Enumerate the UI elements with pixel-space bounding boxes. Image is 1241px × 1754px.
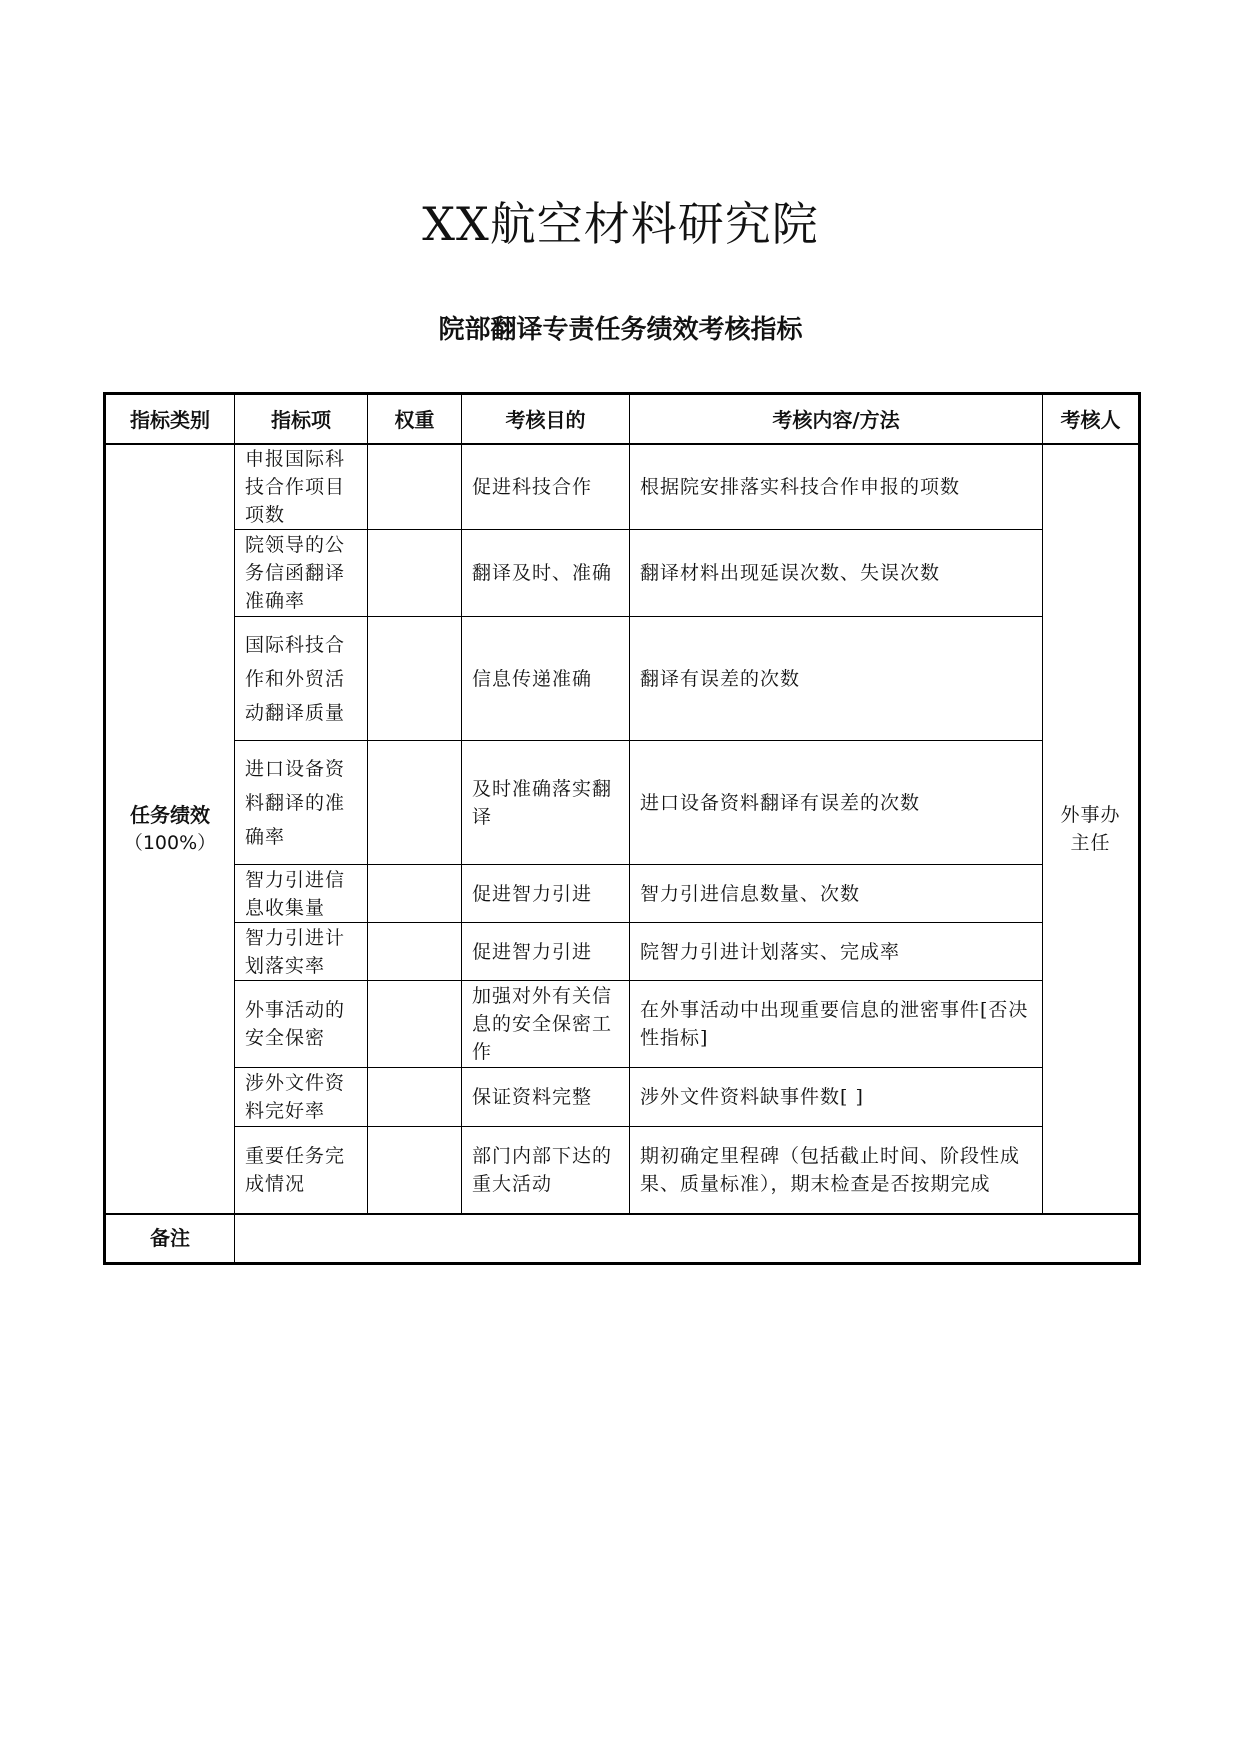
purpose-cell: 促进科技合作 xyxy=(462,444,630,530)
table-row xyxy=(105,981,1140,1068)
item-cell: 院领导的公务信函翻译准确率 xyxy=(235,530,368,617)
purpose-cell: 信息传递准确 xyxy=(462,617,630,741)
notes-row xyxy=(105,1214,1140,1264)
kpi-table xyxy=(103,392,1141,1265)
category-weight: （100%） xyxy=(123,831,217,854)
table-row xyxy=(105,865,1140,923)
item-cell: 外事活动的安全保密 xyxy=(235,981,368,1068)
table-row xyxy=(105,617,1140,741)
item-cell: 国际科技合作和外贸活动翻译质量 xyxy=(235,617,368,741)
header-item: 指标项 xyxy=(235,394,368,444)
method-cell: 根据院安排落实科技合作申报的项数 xyxy=(630,444,1043,530)
table-row xyxy=(105,530,1140,617)
weight-cell xyxy=(368,444,462,530)
category-label: 任务绩效 xyxy=(130,802,210,827)
purpose-cell: 保证资料完整 xyxy=(462,1068,630,1127)
table-row xyxy=(105,923,1140,981)
header-category: 指标类别 xyxy=(105,394,235,444)
header-method: 考核内容/方法 xyxy=(630,394,1043,444)
header-evaluator: 考核人 xyxy=(1043,394,1140,444)
method-cell: 进口设备资料翻译有误差的次数 xyxy=(630,741,1043,865)
notes-label: 备注 xyxy=(105,1214,235,1264)
purpose-cell: 翻译及时、准确 xyxy=(462,530,630,617)
evaluator-cell: 外事办主任 xyxy=(1043,444,1140,1214)
weight-cell xyxy=(368,741,462,865)
method-cell: 翻译材料出现延误次数、失误次数 xyxy=(630,530,1043,617)
table-row xyxy=(105,741,1140,865)
header-purpose: 考核目的 xyxy=(462,394,630,444)
weight-cell xyxy=(368,617,462,741)
method-cell: 涉外文件资料缺事件数[ ] xyxy=(630,1068,1043,1127)
purpose-cell: 促进智力引进 xyxy=(462,865,630,923)
notes-value xyxy=(235,1214,1140,1264)
item-cell: 申报国际科技合作项目项数 xyxy=(235,444,368,530)
document-subtitle: 院部翻译专责任务绩效考核指标 xyxy=(438,315,803,345)
item-cell: 智力引进信息收集量 xyxy=(235,865,368,923)
weight-cell xyxy=(368,923,462,981)
weight-cell xyxy=(368,530,462,617)
category-cell xyxy=(105,444,235,1214)
weight-cell xyxy=(368,981,462,1068)
method-cell: 智力引进信息数量、次数 xyxy=(630,865,1043,923)
method-cell: 翻译有误差的次数 xyxy=(630,617,1043,741)
item-cell: 进口设备资料翻译的准确率 xyxy=(235,741,368,865)
item-cell: 涉外文件资料完好率 xyxy=(235,1068,368,1127)
purpose-cell: 部门内部下达的重大活动 xyxy=(462,1127,630,1214)
table-row xyxy=(105,1068,1140,1127)
method-cell: 在外事活动中出现重要信息的泄密事件[否决性指标] xyxy=(630,981,1043,1068)
purpose-cell: 加强对外有关信息的安全保密工作 xyxy=(462,981,630,1068)
table-header-row xyxy=(105,394,1140,444)
weight-cell xyxy=(368,1127,462,1214)
table-row xyxy=(105,444,1140,530)
method-cell: 期初确定里程碑（包括截止时间、阶段性成果、质量标准），期末检查是否按期完成 xyxy=(630,1127,1043,1214)
purpose-cell: 促进智力引进 xyxy=(462,923,630,981)
item-cell: 重要任务完成情况 xyxy=(235,1127,368,1214)
weight-cell xyxy=(368,1068,462,1127)
weight-cell xyxy=(368,865,462,923)
purpose-cell: 及时准确落实翻译 xyxy=(462,741,630,865)
document-title: XX航空材料研究院 xyxy=(422,197,819,251)
table-row xyxy=(105,1127,1140,1214)
item-cell: 智力引进计划落实率 xyxy=(235,923,368,981)
method-cell: 院智力引进计划落实、完成率 xyxy=(630,923,1043,981)
header-weight: 权重 xyxy=(368,394,462,444)
